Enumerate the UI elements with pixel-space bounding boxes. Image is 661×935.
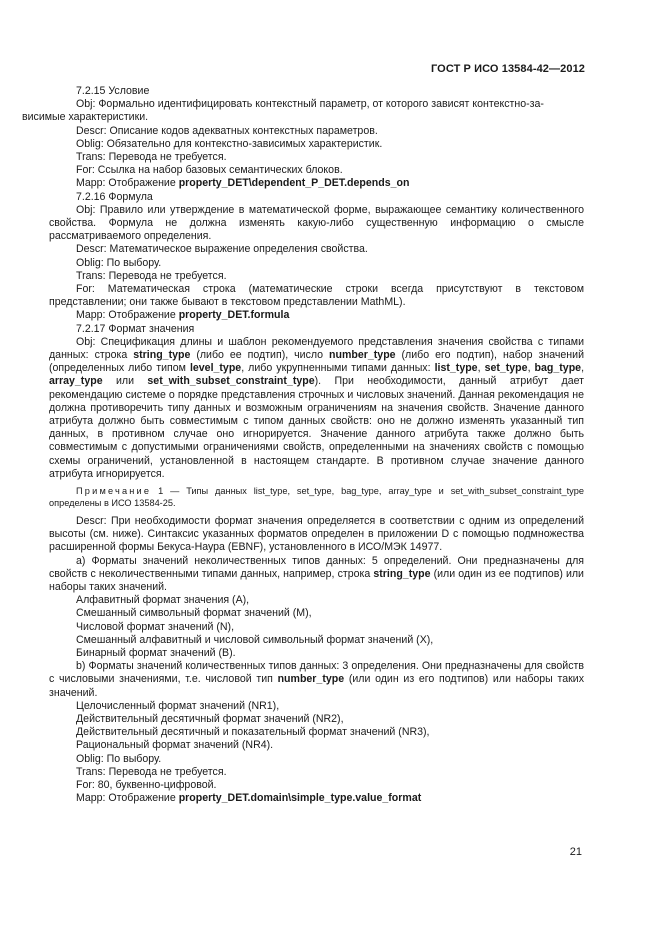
format-a-item: Смешанный символьный формат значений (M), bbox=[76, 607, 312, 620]
format-a-item: Алфавитный формат значения (A), bbox=[76, 594, 250, 607]
sec7217-mapp: Mapp: Отображение property_DET.domain\simple_type.value_format bbox=[76, 792, 422, 805]
page-number: 21 bbox=[569, 846, 582, 858]
sec7216-for: For: Математическая строка (математические строки всегда присутствуют в текстовом представлении; они также бывают в текстовом представлении MathML). bbox=[49, 283, 584, 309]
sec7217-for: For: 80, буквенно-цифровой. bbox=[76, 778, 217, 791]
sec7215-descr: Descr: Описание кодов адекватных контекстных параметров. bbox=[76, 124, 378, 137]
format-a-item: Бинарный формат значений (B). bbox=[76, 646, 236, 659]
sec7217-descr: Descr: При необходимости формат значения определяется в соответствии с одним из определений высоты (см. ниже). Синтаксис указанных форматов определен в приложении D с помощью подмножества расширенной формы Бекуса-Наура (EBNF), установленного в ИСО/МЭК 14977. bbox=[49, 514, 584, 554]
sec7215-trans: Trans: Перевода не требуется. bbox=[76, 151, 227, 164]
sec7217-a: a) Форматы значений неколичественных типов данных: 5 определений. Они предназначены для свойств с неколичественными типами данных, например, строка string_type (или один из ее подтипов) или наборы таких значений. bbox=[49, 554, 584, 593]
format-a-item: Числовой формат значений (N), bbox=[76, 620, 235, 633]
sec7215-obj: Obj: Формально идентифицировать контекстный параметр, от которого зависят контекстно-за- висимые характеристики. bbox=[22, 98, 544, 124]
sec7216-oblig: Oblig: По выбору. bbox=[76, 256, 162, 269]
sec7217-trans: Trans: Перевода не требуется. bbox=[76, 765, 227, 778]
note-label: Примечание bbox=[76, 486, 152, 497]
section-7-2-15-title: 7.2.15 Условие bbox=[76, 85, 150, 97]
sec7216-trans: Trans: Перевода не требуется. bbox=[76, 269, 227, 282]
format-a-item: Смешанный алфавитный и числовой символьный формат значений (X), bbox=[76, 633, 434, 646]
sec7216-obj: Obj: Правило или утверждение в математической форме, выражающее семантику количественного свойства. Формула не должна изменять какую-либо существенную информацию о смысле рассматриваемого определения. bbox=[49, 203, 584, 243]
sec7215-mapp: Mapp: Отображение property_DET\dependent_P_DET.depends_on bbox=[76, 177, 410, 190]
sec7215-for: For: Ссылка на набор базовых семантических блоков. bbox=[76, 164, 343, 177]
section-7-2-17-title: 7.2.17 Формат значения bbox=[76, 322, 195, 335]
format-b-item: Действительный десятичный и показательный формат значений (NR3), bbox=[76, 726, 430, 739]
sec7215-mapp-value: property_DET\dependent_P_DET.depends_on bbox=[178, 177, 410, 190]
format-b-item: Рациональный формат значений (NR4). bbox=[76, 739, 274, 752]
sec7215-oblig: Oblig: Обязательно для контекстно-зависимых характеристик. bbox=[76, 137, 383, 150]
section-7-2-16-title: 7.2.16 Формула bbox=[76, 190, 153, 203]
sec7217-b: b) Форматы значений количественных типов данных: 3 определения. Они предназначены для свойств с числовыми значениями, т.е. числовой тип number_type (или один из его подтипов) или наборы таких значений. bbox=[49, 660, 584, 699]
document-body bbox=[22, 85, 585, 805]
sec7216-mapp-value: property_DET.formula bbox=[178, 309, 290, 322]
sec7216-descr: Descr: Математическое выражение определения свойства. bbox=[76, 243, 368, 256]
format-b-item: Целочисленный формат значений (NR1), bbox=[76, 699, 280, 712]
sec7217-mapp-value: property_DET.domain\simple_type.value_format bbox=[178, 792, 422, 805]
format-b-item: Действительный десятичный формат значений (NR2), bbox=[76, 712, 344, 725]
note-1: Примечание 1 — Типы данных list_type, set_type, bag_type, array_type и set_with_subset_constraint_type определены в ИСО 13584-25. bbox=[49, 486, 584, 508]
sec7216-mapp: Mapp: Отображение property_DET.formula bbox=[76, 309, 290, 322]
sec7217-obj: Obj: Спецификация длины и шаблон рекомендуемого представления значения свойства с типами данных: строка string_type (либо ее подтип), число number_type (либо его подтип), набор значений (определенных либо типом level_type, либо укрупненными типами данных: list_type, set_type, bag_type, array_type или set_with_subset_constraint_type). При необходимости, данный атрибут дает рекомендацию системе о порядке представления строчных и числовых значений. Данная рекомендация не должна противоречить типу данных и возможным ограничениям на значения свойств. Значение данного атрибута должно быть совместимым с типом данных свойств: оно не должно изменять указанный тип данных, в противном случае оно игнорируется. Значение данного атрибута также должно быть совместимым с допустимыми ограничениями свойств, определенными на значениях свойств с помощью схемы ограничений, установленной в настоящем стандарте. В противном случае значение данного атрибута игнорируется. bbox=[49, 335, 585, 480]
sec7217-oblig: Oblig: По выбору. bbox=[76, 752, 162, 765]
standard-header: ГОСТ Р ИСО 13584-42—2012 bbox=[430, 63, 585, 75]
